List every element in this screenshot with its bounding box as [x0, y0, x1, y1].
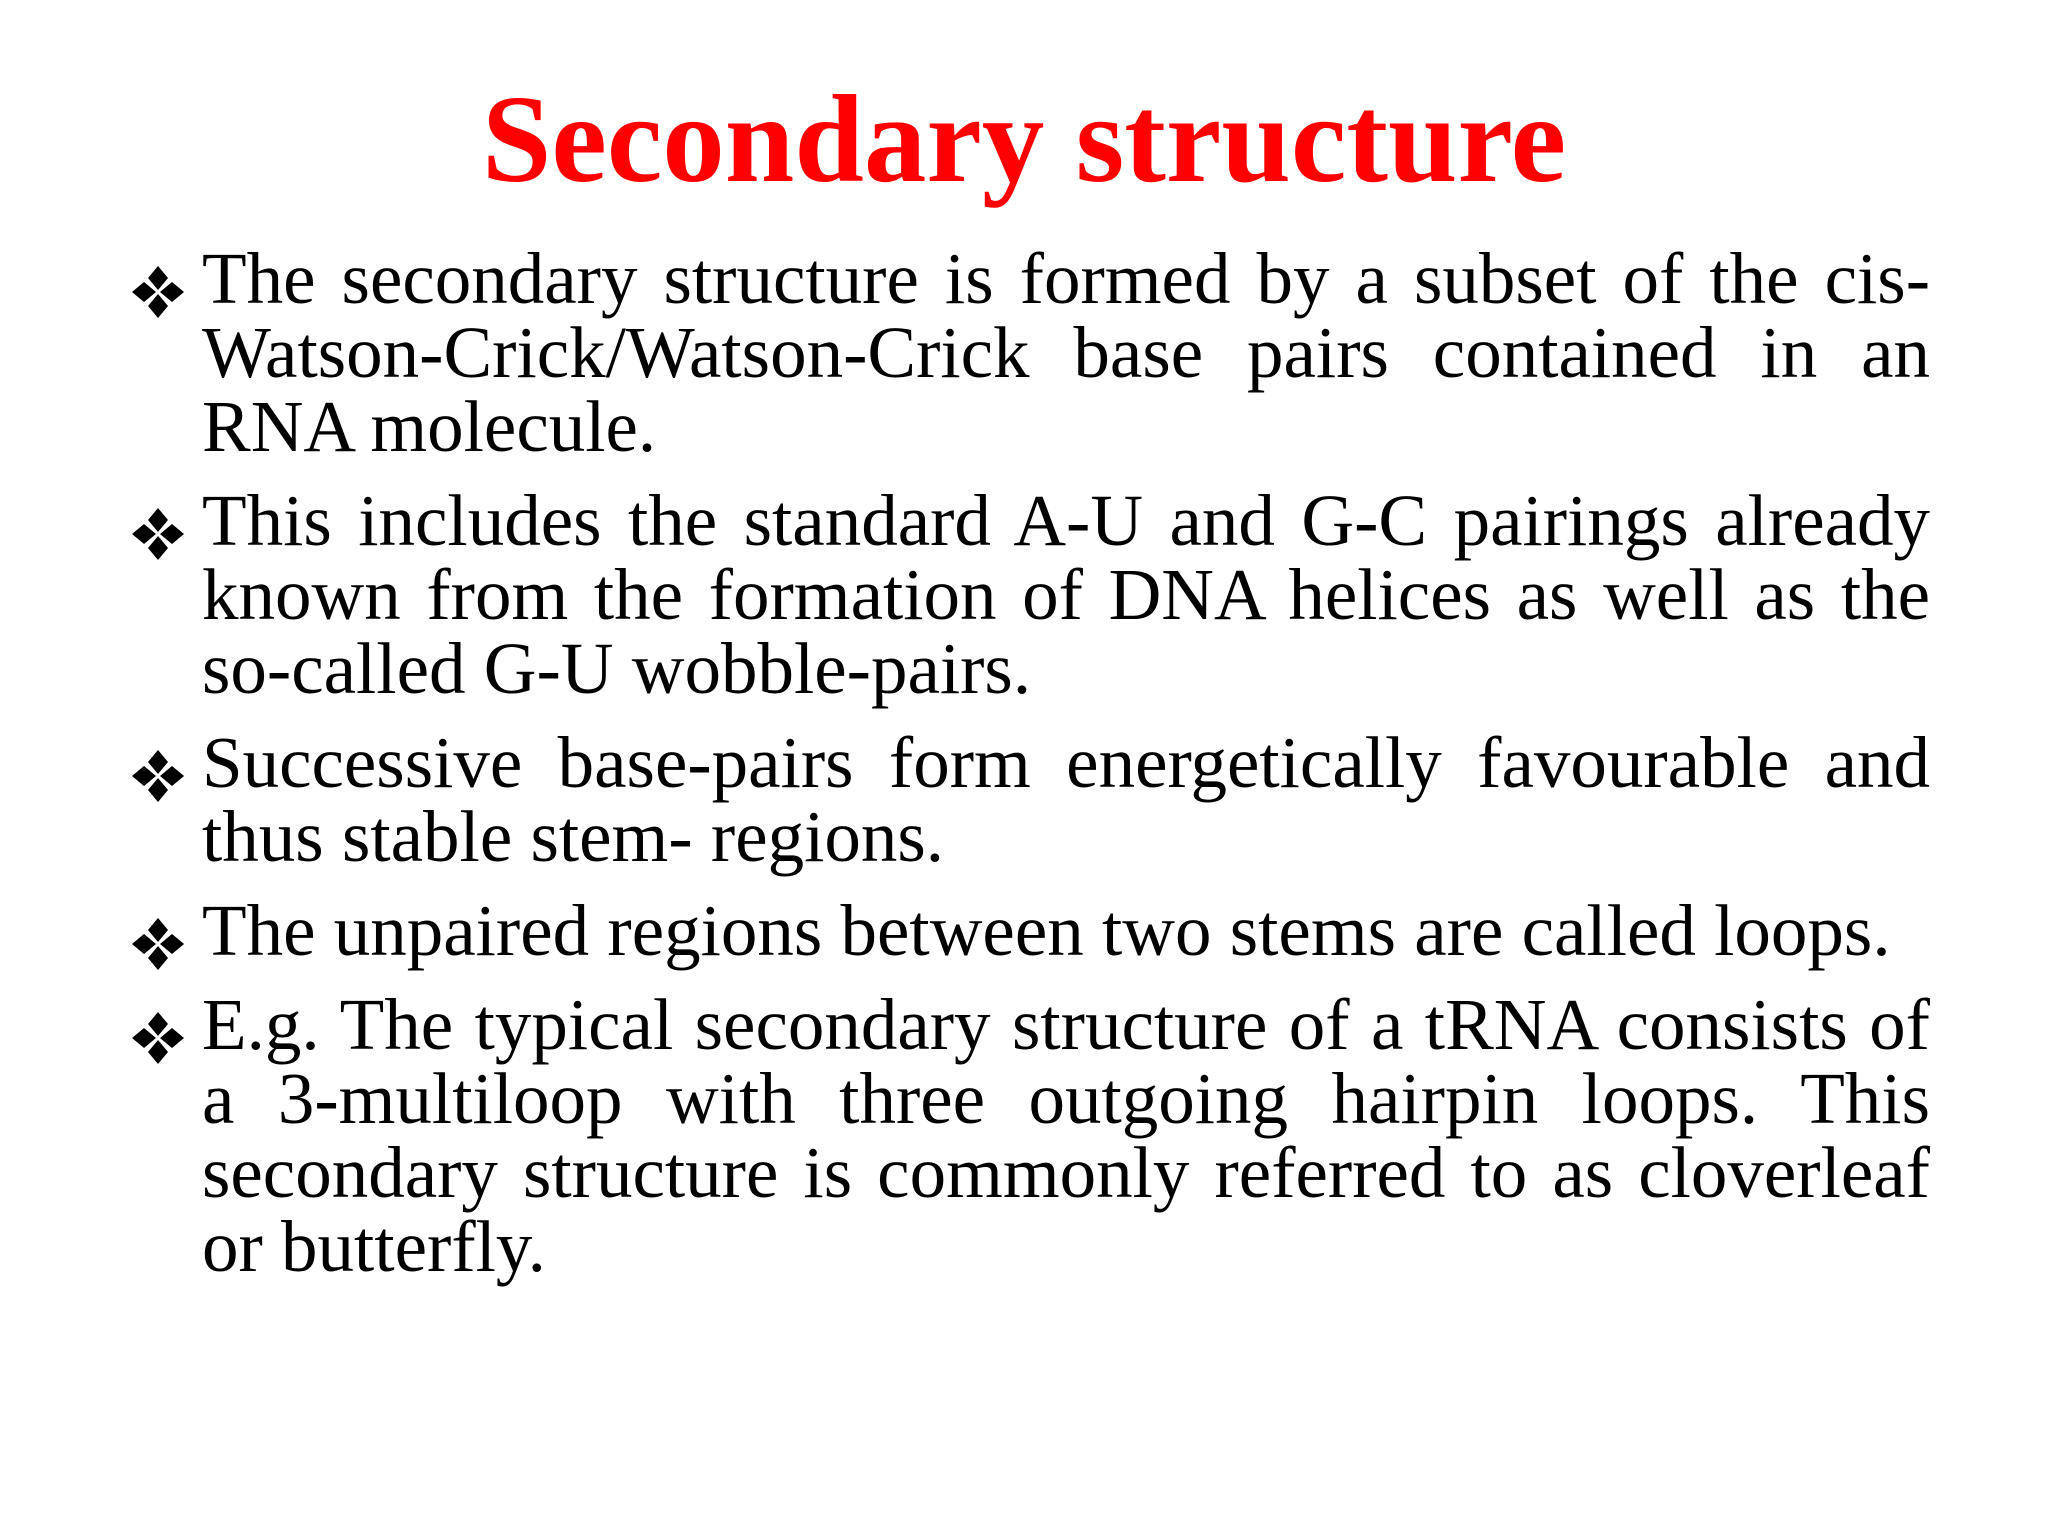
bullet-text: E.g. The typical secondary structure of a tRNA consists of a 3-multiloop with three outgoing hairpin loops. This secondary structure is commonly referred to as cloverleaf or butterfly. — [202, 984, 1930, 1287]
bullet-text: The secondary structure is formed by a subset of the cis-Watson-Crick/Watson-Crick base pairs contained in an RNA molecule. — [202, 238, 1930, 467]
bullet-text: This includes the standard A-U and G-C pairings already known from the formation of DNA helices as well as the so-called G-U wobble-pairs. — [202, 480, 1930, 709]
bullet-text: Successive base-pairs form energetically favourable and thus stable stem- regions. — [202, 722, 1930, 877]
bullet-list — [130, 238, 1930, 1304]
bullet-text: The unpaired regions between two stems are called loops. — [202, 890, 1891, 971]
four-diamond-bullet-icon — [130, 916, 186, 972]
four-diamond-bullet-icon — [130, 264, 186, 320]
bullet-item — [130, 480, 1930, 709]
four-diamond-bullet-icon — [130, 748, 186, 804]
slide-title: Secondary structure — [481, 71, 1567, 209]
bullet-item — [130, 984, 1930, 1287]
four-diamond-bullet-icon — [130, 1010, 186, 1066]
four-diamond-bullet-icon — [130, 506, 186, 562]
bullet-item — [130, 890, 1930, 971]
bullet-item — [130, 722, 1930, 877]
bullet-item — [130, 238, 1930, 467]
